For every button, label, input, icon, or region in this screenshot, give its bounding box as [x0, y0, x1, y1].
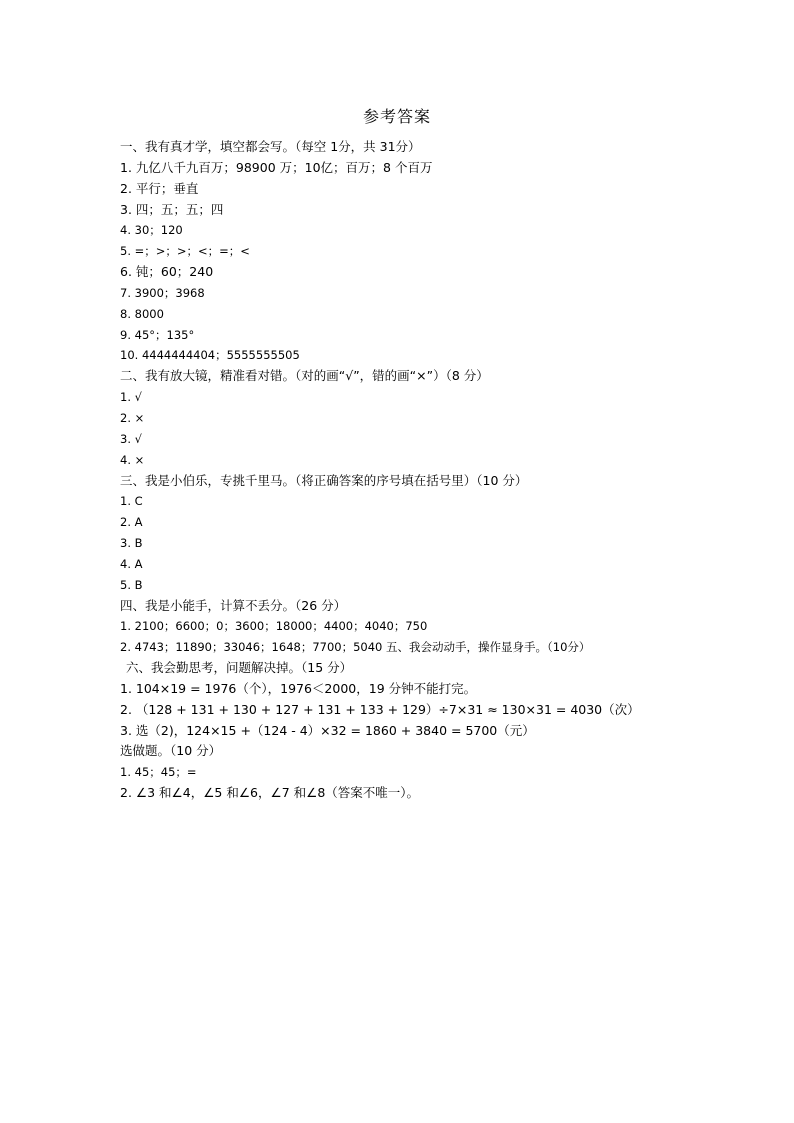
- answer-line: 5. =；>；>；<；=；<: [120, 244, 250, 259]
- answer-line: 2. ×: [120, 410, 145, 425]
- answer-line: 6. 钝；60；240: [120, 264, 214, 280]
- section-heading-3: 三、我是小伯乐，专挑千里马。（将正确答案的序号填在括号里）（10 分）: [120, 472, 528, 488]
- answer-line: 2. A: [120, 515, 143, 530]
- section-heading-1: 一、我有真才学，填空都会写。（每空 1分，共 31分）: [120, 139, 421, 154]
- answer-line: 2. 平行；垂直: [120, 180, 199, 196]
- section-heading-optional: 选做题。（10 分）: [120, 743, 222, 759]
- answer-line: 7. 3900；3968: [120, 285, 205, 300]
- answer-line: 1. C: [120, 494, 143, 509]
- answer-content: [120, 137, 740, 804]
- answer-line: 8. 8000: [120, 306, 164, 321]
- answer-line: 2. （128 + 131 + 130 + 127 + 131 + 133 + 129）÷7×31 ≈ 130×31 = 4030（次）: [120, 701, 640, 717]
- answer-line: 3. 四；五；五；四: [120, 201, 224, 217]
- section-heading-6: 六、我会勤思考，问题解决掉。（15 分）: [126, 660, 353, 676]
- answer-line: 9. 45°；135°: [120, 327, 195, 342]
- answer-line: 3. 选（2)，124×15 +（124 - 4）×32 = 1860 + 3840 = 5700（元）: [120, 722, 535, 738]
- answer-line: 4. ×: [120, 452, 145, 467]
- section-heading-2: 二、我有放大镜，精准看对错。（对的画“√”，错的画“×”）（8 分）: [120, 368, 489, 384]
- answer-line-with-section-5: 2. 4743；11890；33046；1648；7700；5040 五、我会动动手，操作显身手。（10分）: [120, 640, 591, 655]
- answer-line: 1. 九亿八千九百万；98900 万；10亿；百万；8 个百万: [120, 159, 433, 175]
- answer-line: 1. 104×19 = 1976（个），1976＜2000，19 分钟不能打完。: [120, 680, 477, 696]
- section-heading-4: 四、我是小能手，计算不丢分。（26 分）: [120, 597, 347, 613]
- page-title: 参考答案: [362, 107, 431, 126]
- answer-line: 1. 2100；6600；0；3600；18000；4400；4040；750: [120, 619, 428, 634]
- answer-line: 4. A: [120, 556, 143, 571]
- answer-line: 10. 4444444404；5555555505: [120, 348, 300, 363]
- answer-line: 1. √: [120, 390, 142, 405]
- answer-line: 2. ∠3 和∠4，∠5 和∠6，∠7 和∠8（答案不唯一）。: [120, 785, 420, 801]
- answer-line: 5. B: [120, 577, 143, 592]
- answer-line: 4. 30；120: [120, 223, 183, 238]
- answer-line: 3. √: [120, 431, 142, 446]
- answer-line: 3. B: [120, 536, 143, 551]
- answer-line: 1. 45；45；=: [120, 765, 197, 780]
